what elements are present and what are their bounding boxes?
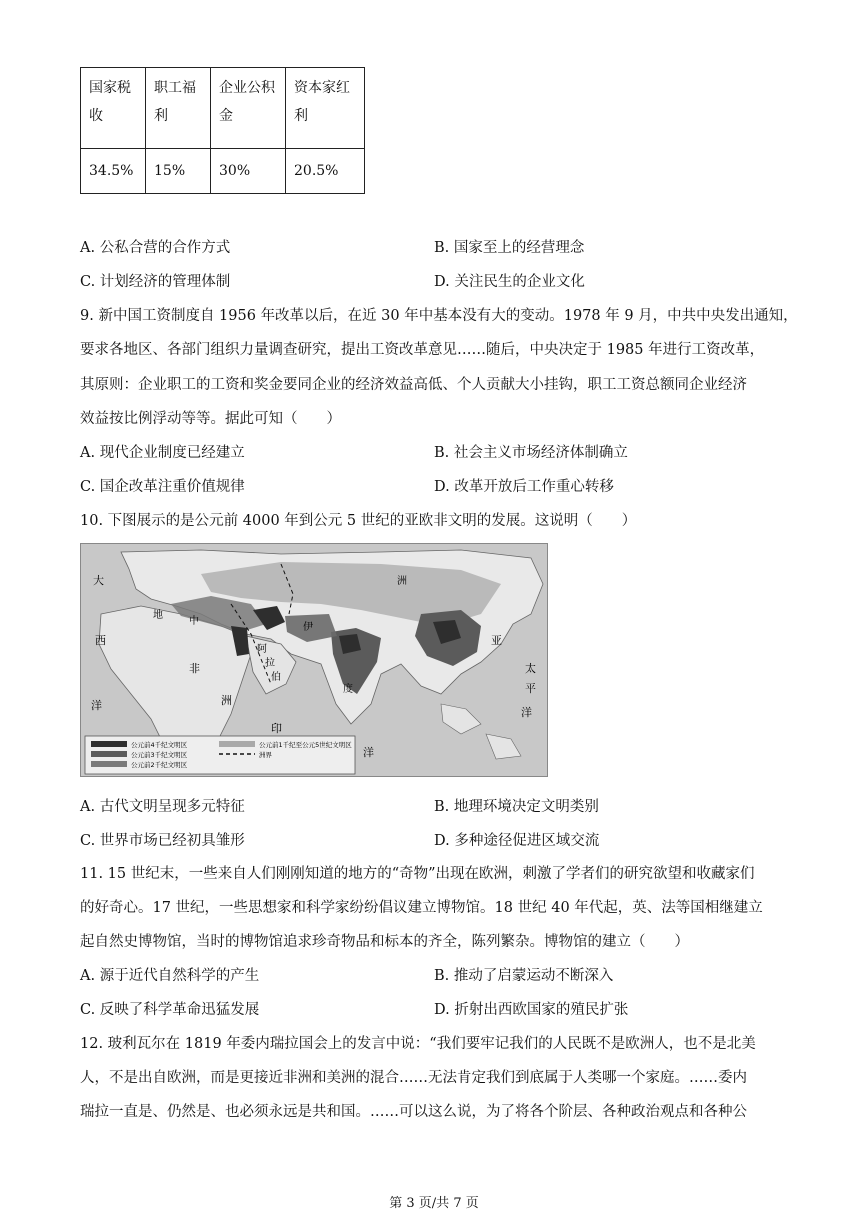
table-header-cell: 企业公积金 — [211, 68, 286, 149]
legend-item: 公元前4千纪文明区 — [131, 741, 188, 749]
q10-option-c[interactable]: C. 世界市场已经初具雏形 — [80, 833, 245, 849]
table-cell: 34.5% — [81, 149, 146, 194]
q8-option-c[interactable]: C. 计划经济的管理体制 — [80, 274, 231, 290]
q8-option-a[interactable]: A. 公私合营的合作方式 — [80, 240, 231, 256]
map-label: 西 — [95, 634, 106, 647]
q10-stem: 10. 下图展示的是公元前 4000 年到公元 5 世纪的亚欧非文明的发展。这说明（ ） — [80, 513, 637, 529]
q10-option-a[interactable]: A. 古代文明呈现多元特征 — [80, 799, 245, 815]
q9-option-b[interactable]: B. 社会主义市场经济体制确立 — [434, 445, 628, 461]
table-cell: 30% — [211, 149, 286, 194]
legend-item: 洲界 — [259, 751, 272, 759]
table-cell: 20.5% — [286, 149, 365, 194]
map-label: 洋 — [91, 699, 102, 712]
map-label: 伊 — [303, 622, 313, 633]
table-header-cell: 国家税收 — [81, 68, 146, 149]
map-label: 地 — [153, 610, 163, 621]
legend-item: 公元前1千纪至公元5世纪文明区 — [259, 741, 352, 749]
q11-stem-line: 起自然史博物馆，当时的博物馆追求珍奇物品和标本的齐全，陈列繁杂。博物馆的建立（ ） — [80, 934, 689, 950]
map-label: 伯 — [271, 672, 281, 683]
q8-option-d[interactable]: D. 关注民生的企业文化 — [434, 274, 585, 290]
q11-option-a[interactable]: A. 源于近代自然科学的产生 — [80, 968, 260, 984]
page-footer: 第 3 页/共 7 页 — [389, 1196, 479, 1211]
map-label: 大 — [93, 574, 104, 587]
map-label: 中 — [189, 616, 199, 627]
q9-option-d[interactable]: D. 改革开放后工作重心转移 — [434, 479, 614, 495]
q12-stem-line: 瑞拉一直是、仍然是、也必须永远是共和国。……可以这么说，为了将各个阶层、各种政治观点和各种公 — [80, 1104, 747, 1120]
q11-option-d[interactable]: D. 折射出西欧国家的殖民扩张 — [434, 1002, 629, 1018]
q11-stem-line: 11. 15 世纪末，一些来自人们刚刚知道的地方的“奇物”出现在欧洲，刺激了学者们的研究欲望和收藏家们 — [80, 866, 755, 882]
q9-option-a[interactable]: A. 现代企业制度已经建立 — [80, 445, 245, 461]
ancient-civilizations-map — [80, 543, 548, 777]
table-row — [81, 149, 365, 194]
legend-item: 公元前3千纪文明区 — [131, 751, 188, 759]
map-label: 平 — [525, 682, 536, 695]
table-header-cell: 职工福利 — [146, 68, 211, 149]
q11-option-c[interactable]: C. 反映了科学革命迅猛发展 — [80, 1002, 260, 1018]
map-label: 亚 — [491, 634, 502, 647]
q9-stem-line: 9. 新中国工资制度自 1956 年改革以后，在近 30 年中基本没有大的变动。1978 年 9 月，中共中央发出通知， — [80, 308, 798, 324]
table-header-cell: 资本家红利 — [286, 68, 365, 149]
q12-stem-line: 人，不是出自欧洲，而是更接近非洲和美洲的混合……无法肯定我们到底属于人类哪一个家庭。……委内 — [80, 1070, 747, 1086]
q11-option-b[interactable]: B. 推动了启蒙运动不断深入 — [434, 968, 614, 984]
map-graphic — [81, 544, 547, 776]
map-label: 印 — [271, 722, 282, 735]
map-label: 阿 — [257, 644, 267, 655]
q9-option-c[interactable]: C. 国企改革注重价值规律 — [80, 479, 245, 495]
table-cell: 15% — [146, 149, 211, 194]
q8-option-b[interactable]: B. 国家至上的经营理念 — [434, 240, 585, 256]
map-label: 非 — [189, 662, 200, 675]
map-label: 洲 — [221, 694, 232, 707]
q10-option-b[interactable]: B. 地理环境决定文明类别 — [434, 799, 599, 815]
q11-stem-line: 的好奇心。17 世纪，一些思想家和科学家纷纷倡议建立博物馆。18 世纪 40 年代起，英、法等国相继建立 — [80, 900, 763, 916]
map-label: 拉 — [265, 658, 275, 669]
map-label: 洋 — [521, 706, 532, 719]
legend-item: 公元前2千纪文明区 — [131, 761, 188, 769]
table-header-row — [81, 68, 365, 149]
q9-stem-line: 要求各地区、各部门组织力量调查研究，提出工资改革意见……随后，中央决定于 1985 年进行工资改革， — [80, 342, 765, 358]
map-label: 洋 — [363, 746, 374, 759]
profit-distribution-table — [80, 67, 365, 194]
q9-stem-line: 其原则：企业职工的工资和奖金要同企业的经济效益高低、个人贡献大小挂钩，职工工资总额同企业经济 — [80, 377, 747, 393]
q9-stem-line: 效益按比例浮动等等。据此可知（ ） — [80, 411, 341, 427]
q10-option-d[interactable]: D. 多种途径促进区域交流 — [434, 833, 600, 849]
map-label: 太 — [525, 662, 536, 675]
map-label: 度 — [343, 684, 353, 695]
map-label: 洲 — [397, 576, 407, 587]
q12-stem-line: 12. 玻利瓦尔在 1819 年委内瑞拉国会上的发言中说：“我们要牢记我们的人民既不是欧洲人，也不是北美 — [80, 1036, 756, 1052]
